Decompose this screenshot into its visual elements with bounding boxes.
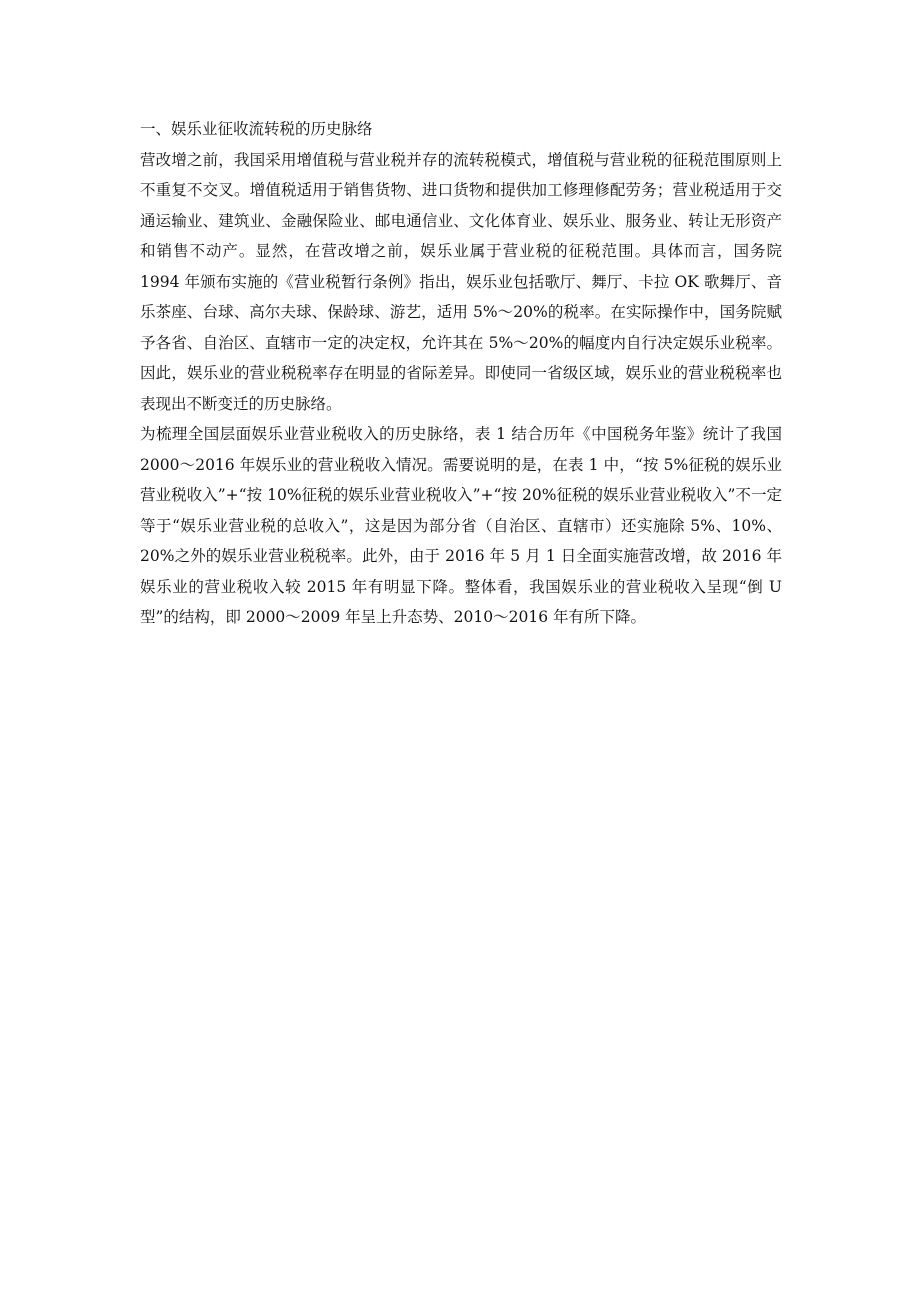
document-body bbox=[140, 114, 782, 633]
paragraph-2: 为梳理全国层面娱乐业营业税收入的历史脉络，表 1 结合历年《中国税务年鉴》统计了我国 2000～2016 年娱乐业的营业税收入情况。需要说明的是，在表 1 中，“按 5%征税的娱乐业营业税收入”+“按 10%征税的娱乐业营业税收入”+“按 20%征税的娱乐业营业税收入”不一定等于“娱乐业营业税的总收入”，这是因为部分省（自治区、直辖市）还实施除 5%、10%、20%之外的娱乐业营业税税率。此外，由于 2016 年 5 月 1 日全面实施营改增，故 2016 年娱乐业的营业税收入较 2015 年有明显下降。整体看，我国娱乐业的营业税收入呈现“倒 U 型”的结构，即 2000～2009 年呈上升态势、2010～2016 年有所下降。 bbox=[140, 425, 782, 626]
paragraph-1: 营改增之前，我国采用增值税与营业税并存的流转税模式，增值税与营业税的征税范围原则上不重复不交叉。增值税适用于销售货物、进口货物和提供加工修理修配劳务；营业税适用于交通运输业、建筑业、金融保险业、邮电通信业、文化体育业、娱乐业、服务业、转让无形资产和销售不动产。显然，在营改增之前，娱乐业属于营业税的征税范围。具体而言，国务院 1994 年颁布实施的《营业税暂行条例》指出，娱乐业包括歌厅、舞厅、卡拉 OK 歌舞厅、音乐茶座、台球、高尔夫球、保龄球、游艺，适用 5%～20%的税率。在实际操作中，国务院赋予各省、自治区、直辖市一定的决定权，允许其在 5%～20%的幅度内自行决定娱乐业税率。因此，娱乐业的营业税税率存在明显的省际差异。即使同一省级区域，娱乐业的营业税税率也表现出不断变迁的历史脉络。 bbox=[140, 150, 782, 413]
section-heading: 一、娱乐业征收流转税的历史脉络 bbox=[140, 120, 373, 138]
